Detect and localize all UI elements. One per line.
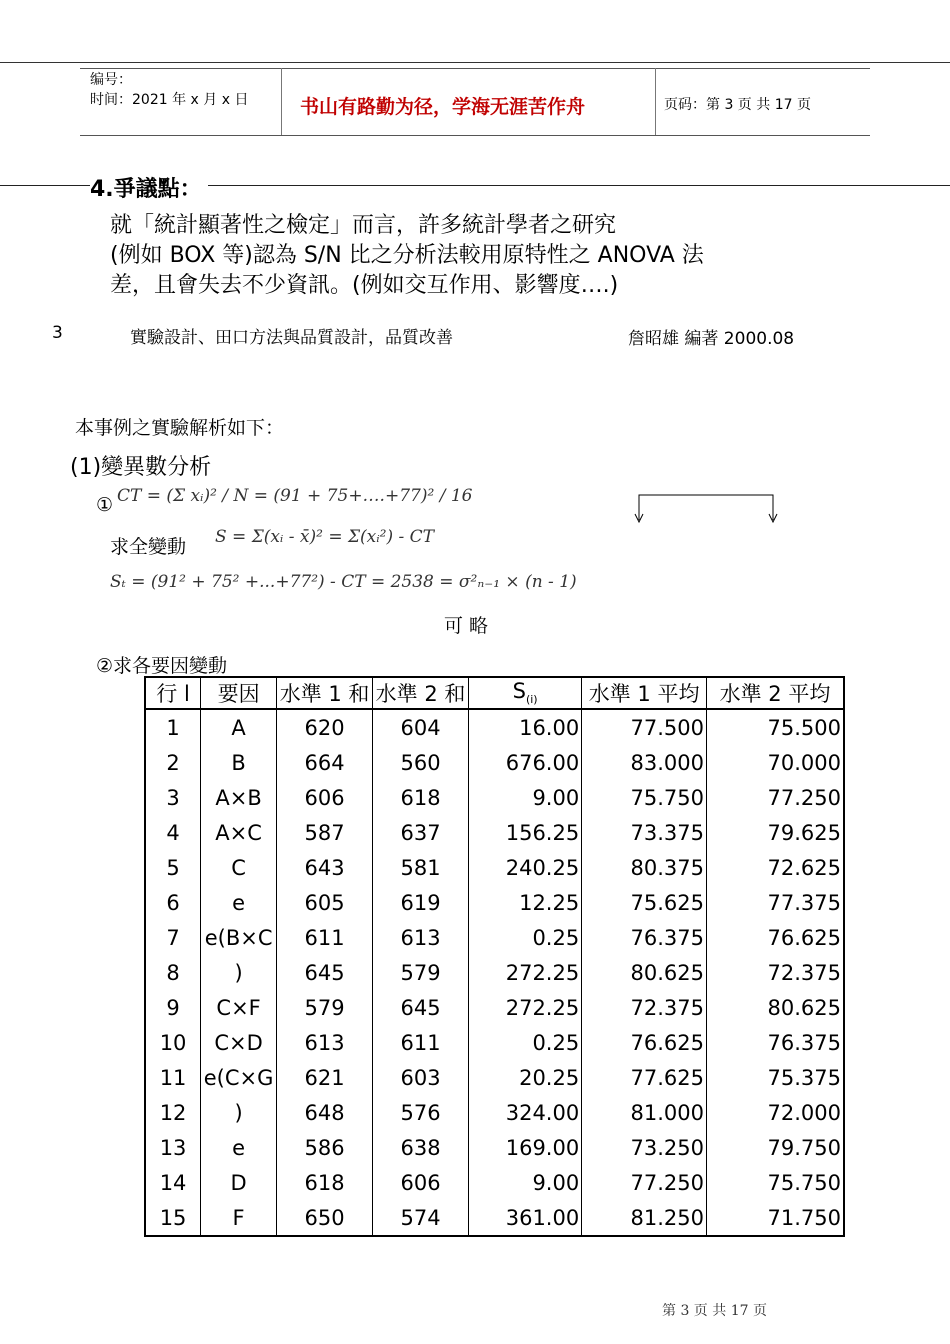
cell-level1-sum: 613	[277, 1025, 373, 1060]
cell-level2-avg: 70.000	[706, 745, 844, 780]
bracket-arrow-icon	[630, 490, 780, 526]
header-top-line	[80, 68, 870, 69]
cell-level1-sum: 620	[277, 709, 373, 745]
cell-line: 14	[145, 1165, 201, 1200]
cell-level2-sum: 638	[373, 1130, 469, 1165]
cell-level1-avg: 83.000	[582, 745, 707, 780]
cell-level1-sum: 664	[277, 745, 373, 780]
cell-factor: A×B	[201, 780, 277, 815]
cell-line: 4	[145, 815, 201, 850]
cell-level2-sum: 645	[373, 990, 469, 1025]
table-body	[145, 709, 844, 1236]
cell-level1-avg: 75.625	[582, 885, 707, 920]
cell-level1-avg: 77.250	[582, 1165, 707, 1200]
table-header-row	[145, 677, 844, 709]
cell-s: 12.25	[469, 885, 582, 920]
cell-level1-avg: 81.000	[582, 1095, 707, 1130]
table-row	[145, 1060, 844, 1095]
table-row	[145, 815, 844, 850]
table-row	[145, 920, 844, 955]
cell-line: 9	[145, 990, 201, 1025]
cell-level2-avg: 72.000	[706, 1095, 844, 1130]
header-col-s-label: S	[512, 679, 526, 704]
cell-level2-avg: 75.750	[706, 1165, 844, 1200]
cell-level1-sum: 621	[277, 1060, 373, 1095]
cell-level2-sum: 618	[373, 780, 469, 815]
cell-line: 10	[145, 1025, 201, 1060]
cell-level2-sum: 576	[373, 1095, 469, 1130]
time-label: 时间：2021 年 x 月 x 日	[90, 92, 249, 108]
table-row	[145, 709, 844, 745]
top-rule	[0, 62, 950, 63]
cell-level1-sum: 648	[277, 1095, 373, 1130]
cell-level1-avg: 75.750	[582, 780, 707, 815]
cell-level1-sum: 605	[277, 885, 373, 920]
table-row	[145, 990, 844, 1025]
table-row	[145, 1130, 844, 1165]
cell-factor: C×F	[201, 990, 277, 1025]
cell-level2-avg: 79.625	[706, 815, 844, 850]
cell-factor: D	[201, 1165, 277, 1200]
page-footer: 第 3 页 共 17 页	[662, 1303, 767, 1319]
cell-level1-sum: 611	[277, 920, 373, 955]
cell-level1-avg: 76.625	[582, 1025, 707, 1060]
factor-table	[144, 676, 845, 1237]
cell-line: 8	[145, 955, 201, 990]
cell-level2-avg: 72.625	[706, 850, 844, 885]
cell-level1-avg: 80.375	[582, 850, 707, 885]
cell-line: 15	[145, 1200, 201, 1236]
cell-s: 0.25	[469, 920, 582, 955]
table-row	[145, 1095, 844, 1130]
factor-label: ②求各要因變動	[96, 655, 228, 677]
cell-level2-avg: 75.375	[706, 1060, 844, 1095]
cell-level1-avg: 81.250	[582, 1200, 707, 1236]
header-col-level2-sum: 水準 2 和	[373, 677, 469, 709]
cell-level1-sum: 586	[277, 1130, 373, 1165]
cell-factor: e(C×G	[201, 1060, 277, 1095]
cell-s: 324.00	[469, 1095, 582, 1130]
cell-level1-avg: 76.375	[582, 920, 707, 955]
cell-level1-avg: 77.500	[582, 709, 707, 745]
cell-factor: A×C	[201, 815, 277, 850]
analysis-intro: 本事例之實驗解析如下：	[75, 417, 285, 439]
header-left	[90, 70, 248, 110]
cell-line: 6	[145, 885, 201, 920]
running-author: 詹昭雄 編著 2000.08	[628, 329, 795, 349]
cell-factor: e	[201, 1130, 277, 1165]
cell-level2-sum: 613	[373, 920, 469, 955]
header-bottom-line	[80, 135, 870, 136]
cell-factor: )	[201, 955, 277, 990]
cell-level2-sum: 611	[373, 1025, 469, 1060]
cell-level2-sum: 619	[373, 885, 469, 920]
cell-level1-sum: 650	[277, 1200, 373, 1236]
total-variation-label: 求全變動	[110, 536, 187, 558]
cell-line: 2	[145, 745, 201, 780]
cell-level1-avg: 77.625	[582, 1060, 707, 1095]
table-row	[145, 955, 844, 990]
cell-level2-avg: 77.375	[706, 885, 844, 920]
cell-level2-avg: 76.375	[706, 1025, 844, 1060]
cell-level1-sum: 643	[277, 850, 373, 885]
analysis-subtitle: (1)變異數分析	[70, 455, 212, 480]
cell-level2-sum: 603	[373, 1060, 469, 1095]
header-col-s-subscript: (i)	[525, 693, 538, 707]
cell-s: 676.00	[469, 745, 582, 780]
cell-level1-avg: 73.250	[582, 1130, 707, 1165]
cell-s: 156.25	[469, 815, 582, 850]
cell-s: 272.25	[469, 990, 582, 1025]
section4-line2: (例如 BOX 等)認為 S/N 比之分析法較用原特性之 ANOVA 法	[110, 243, 704, 268]
cell-s: 272.25	[469, 955, 582, 990]
table-row	[145, 885, 844, 920]
cell-s: 361.00	[469, 1200, 582, 1236]
header-divider-left	[281, 68, 282, 135]
cell-level1-sum: 579	[277, 990, 373, 1025]
cell-s: 9.00	[469, 1165, 582, 1200]
table-row	[145, 780, 844, 815]
header-col-line: 行 l	[145, 677, 201, 709]
cell-level2-sum: 579	[373, 955, 469, 990]
cell-level1-sum: 606	[277, 780, 373, 815]
cell-level2-avg: 76.625	[706, 920, 844, 955]
cell-level2-avg: 77.250	[706, 780, 844, 815]
cell-line: 13	[145, 1130, 201, 1165]
header-divider-right	[655, 68, 656, 135]
running-page-number: 3	[52, 323, 63, 343]
table-row	[145, 1025, 844, 1060]
code-label: 编号：	[90, 72, 132, 88]
section4-line3: 差，且會失去不少資訊。(例如交互作用、影響度….)	[110, 273, 619, 298]
cell-level2-avg: 75.500	[706, 709, 844, 745]
cell-level1-sum: 618	[277, 1165, 373, 1200]
cell-level1-avg: 80.625	[582, 955, 707, 990]
table-row	[145, 1165, 844, 1200]
table-row	[145, 850, 844, 885]
cell-s: 20.25	[469, 1060, 582, 1095]
section4-title: 4.爭議點：	[90, 172, 208, 203]
cell-s: 16.00	[469, 709, 582, 745]
cell-level2-avg: 79.750	[706, 1130, 844, 1165]
cell-level1-avg: 73.375	[582, 815, 707, 850]
cell-level2-sum: 637	[373, 815, 469, 850]
cell-level2-avg: 72.375	[706, 955, 844, 990]
header-col-level2-avg: 水準 2 平均	[706, 677, 844, 709]
section4-line1: 就「統計顯著性之檢定」而言，許多統計學者之研究	[110, 213, 617, 238]
cell-factor: C×D	[201, 1025, 277, 1060]
formula-s: S = Σ(xᵢ - x̄)² = Σ(xᵢ²) - CT	[215, 527, 434, 547]
header-col-factor: 要因	[201, 677, 277, 709]
header-col-level1-sum: 水準 1 和	[277, 677, 373, 709]
header-page-info: 页码：第 3 页 共 17 页	[664, 97, 811, 113]
cell-factor: C	[201, 850, 277, 885]
cell-level1-avg: 72.375	[582, 990, 707, 1025]
header-col-level1-avg: 水準 1 平均	[582, 677, 707, 709]
formula-ct: CT = (Σ xᵢ)² / N = (91 + 75+….+77)² / 16	[117, 486, 473, 506]
cell-level2-avg: 71.750	[706, 1200, 844, 1236]
cell-factor: )	[201, 1095, 277, 1130]
cell-s: 9.00	[469, 780, 582, 815]
cell-line: 5	[145, 850, 201, 885]
cell-factor: A	[201, 709, 277, 745]
cell-line: 12	[145, 1095, 201, 1130]
cell-s: 0.25	[469, 1025, 582, 1060]
cell-level2-sum: 560	[373, 745, 469, 780]
cell-factor: e(B×C	[201, 920, 277, 955]
cell-factor: B	[201, 745, 277, 780]
cell-level1-sum: 645	[277, 955, 373, 990]
cell-line: 1	[145, 709, 201, 745]
cell-factor: F	[201, 1200, 277, 1236]
header-motto: 书山有路勤为径，学海无涯苦作舟	[300, 96, 586, 118]
cell-level2-sum: 574	[373, 1200, 469, 1236]
cell-s: 240.25	[469, 850, 582, 885]
cell-level2-avg: 80.625	[706, 990, 844, 1025]
cell-factor: e	[201, 885, 277, 920]
cell-line: 11	[145, 1060, 201, 1095]
header-col-s	[469, 677, 582, 709]
running-book-title: 實驗設計、田口方法與品質設計，品質改善	[130, 328, 453, 348]
table-row	[145, 745, 844, 780]
formula-st: Sₜ = (91² + 75² +...+77²) - CT = 2538 = σ²ₙ₋₁ × (n - 1)	[110, 572, 577, 592]
cell-level2-sum: 606	[373, 1165, 469, 1200]
cell-line: 3	[145, 780, 201, 815]
omit-note: 可 略	[444, 615, 489, 637]
cell-level2-sum: 604	[373, 709, 469, 745]
table-row	[145, 1200, 844, 1236]
cell-s: 169.00	[469, 1130, 582, 1165]
cell-level1-sum: 587	[277, 815, 373, 850]
cell-level2-sum: 581	[373, 850, 469, 885]
circle-one: ①	[96, 494, 114, 516]
cell-line: 7	[145, 920, 201, 955]
